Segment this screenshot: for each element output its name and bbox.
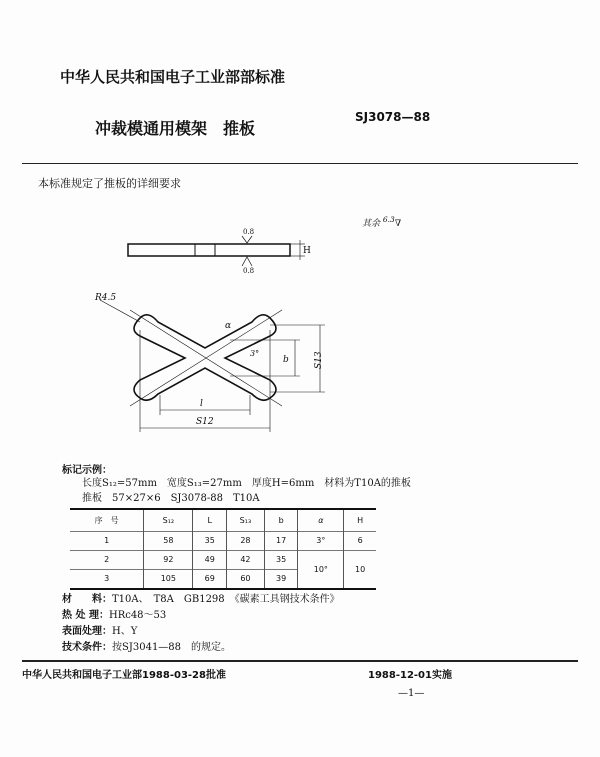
svg-text:S13: S13 — [314, 351, 324, 369]
table-cell: α — [298, 509, 344, 531]
table-cell: 3 — [104, 574, 110, 583]
table-cell: 10 — [344, 550, 376, 589]
table-cell: 69 — [193, 569, 227, 589]
intro-text: 本标准规定了推板的详细要求 — [38, 177, 181, 190]
approval-date: 中华人民共和国电子工业部1988-03-28批准 — [22, 670, 226, 681]
radius-label: R4.5 — [95, 293, 117, 303]
dimension-table — [70, 508, 376, 590]
svg-text:b: b — [283, 355, 289, 365]
svg-text:α: α — [225, 321, 232, 331]
specs — [62, 592, 340, 656]
table-cell: 105 — [144, 569, 193, 589]
table-cell: 35 — [193, 531, 227, 550]
side-view — [128, 228, 311, 275]
table-cell: b — [264, 509, 298, 531]
h-label: H — [303, 246, 311, 256]
table-cell: 49 — [193, 550, 227, 569]
table-cell: 10° — [298, 550, 344, 589]
table-cell: 17 — [264, 531, 298, 550]
effective-date: 1988-12-01实施 — [368, 670, 452, 681]
svg-text:S12: S12 — [196, 417, 214, 427]
table-cell: L — [193, 509, 227, 531]
doc-code: SJ3078—88 — [355, 110, 431, 124]
roughness-note: 其余 $^{6.3}$∇ — [362, 215, 402, 229]
page-number: —1— — [398, 688, 425, 699]
table-row — [70, 550, 376, 569]
table-cell: 39 — [264, 569, 298, 589]
table-cell: 60 — [227, 569, 265, 589]
svg-text:0.8: 0.8 — [243, 267, 255, 275]
table-cell: 42 — [227, 550, 265, 569]
spec-technical: 技术条件：按SJ3041—88 的规定。 — [62, 642, 232, 653]
footer-divider — [22, 660, 578, 662]
svg-text:0.8: 0.8 — [243, 228, 255, 236]
table-cell: 6 — [344, 531, 376, 550]
table-cell: 58 — [144, 531, 193, 550]
table-cell: S₁₃ — [227, 509, 265, 531]
marking-line2: 推板 57×27×6 SJ3078-88 T10A — [82, 493, 260, 504]
table-cell: 3° — [298, 531, 344, 550]
marking-heading: 标记示例： — [62, 465, 112, 476]
table-cell: 28 — [227, 531, 265, 550]
marking-line1: 长度S₁₂=57mm 宽度S₁₃=27mm 厚度H=6mm 材料为T10A的推板 — [82, 478, 411, 489]
svg-text:3°: 3° — [250, 349, 260, 358]
table-cell: H — [344, 509, 376, 531]
org-standard: 中华人民共和国电子工业部部标准 — [60, 68, 286, 86]
doc-title: 冲裁模通用模架 推板 — [95, 119, 256, 138]
spec-surface: 表面处理：H、Y — [62, 626, 138, 637]
spec-heat-treatment: 热 处 理：HRc48～53 — [62, 610, 167, 621]
table-cell: S₁₂ — [144, 509, 193, 531]
svg-text:l: l — [200, 399, 203, 409]
table-cell: 92 — [144, 550, 193, 569]
spec-material: 材 料：T10A、 T8A GB1298 《碳素工具钢技术条件》 — [62, 594, 340, 605]
table-cell: 序 号 — [94, 515, 119, 525]
table-cell: 35 — [264, 550, 298, 569]
table-row — [70, 531, 376, 550]
table-cell: 1 — [104, 536, 110, 545]
table-cell: 2 — [104, 555, 110, 564]
